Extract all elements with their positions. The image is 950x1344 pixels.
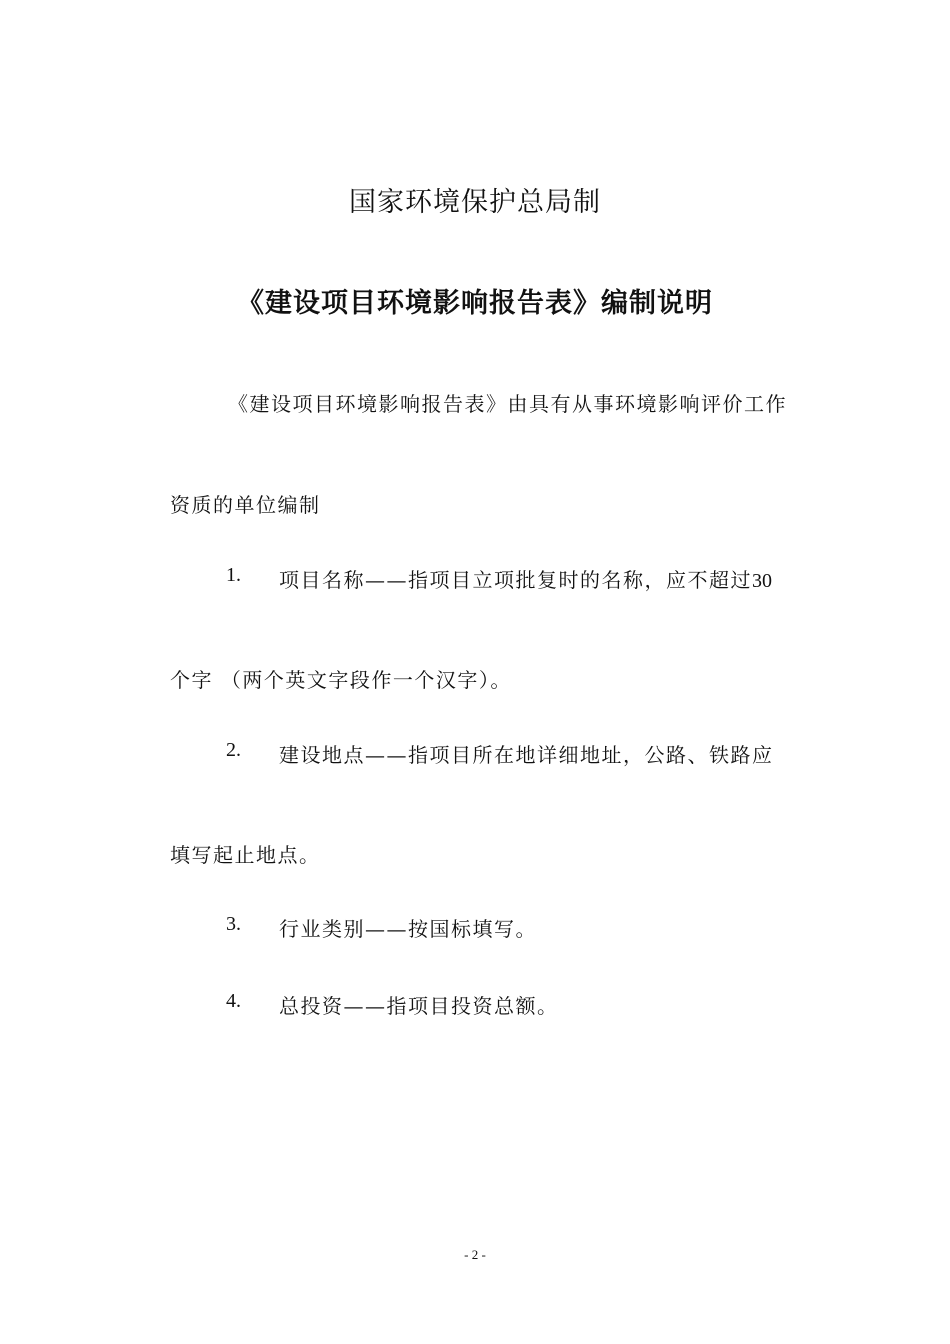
item-1-limit: 30: [752, 570, 772, 592]
item-1-line-1: [279, 564, 772, 593]
item-3-number: 3.: [226, 913, 241, 935]
item-2-line-2: 填写起止地点。: [170, 843, 321, 867]
item-2-number: 2.: [226, 739, 241, 761]
issuing-authority: 国家环境保护总局制: [349, 187, 601, 218]
item-1-line-2: 个字 （两个英文字段作一个汉字）。: [170, 668, 512, 692]
item-4-number: 4.: [226, 990, 241, 1012]
document-title: 《建设项目环境影响报告表》编制说明: [237, 288, 713, 319]
intro-line-1: 《建设项目环境影响报告表》由具有从事环境影响评价工作: [228, 392, 787, 416]
item-1-text: 项目名称——指项目立项批复时的名称，应不超过: [279, 568, 752, 592]
page-number: - 2 -: [464, 1247, 486, 1262]
item-4-line-1: 总投资——指项目投资总额。: [279, 994, 559, 1018]
item-3-line-1: 行业类别——按国标填写。: [279, 917, 537, 941]
item-2-line-1: 建设地点——指项目所在地详细地址，公路、铁路应: [279, 743, 774, 767]
intro-line-2: 资质的单位编制: [170, 493, 321, 517]
item-1-number: 1.: [226, 564, 241, 586]
